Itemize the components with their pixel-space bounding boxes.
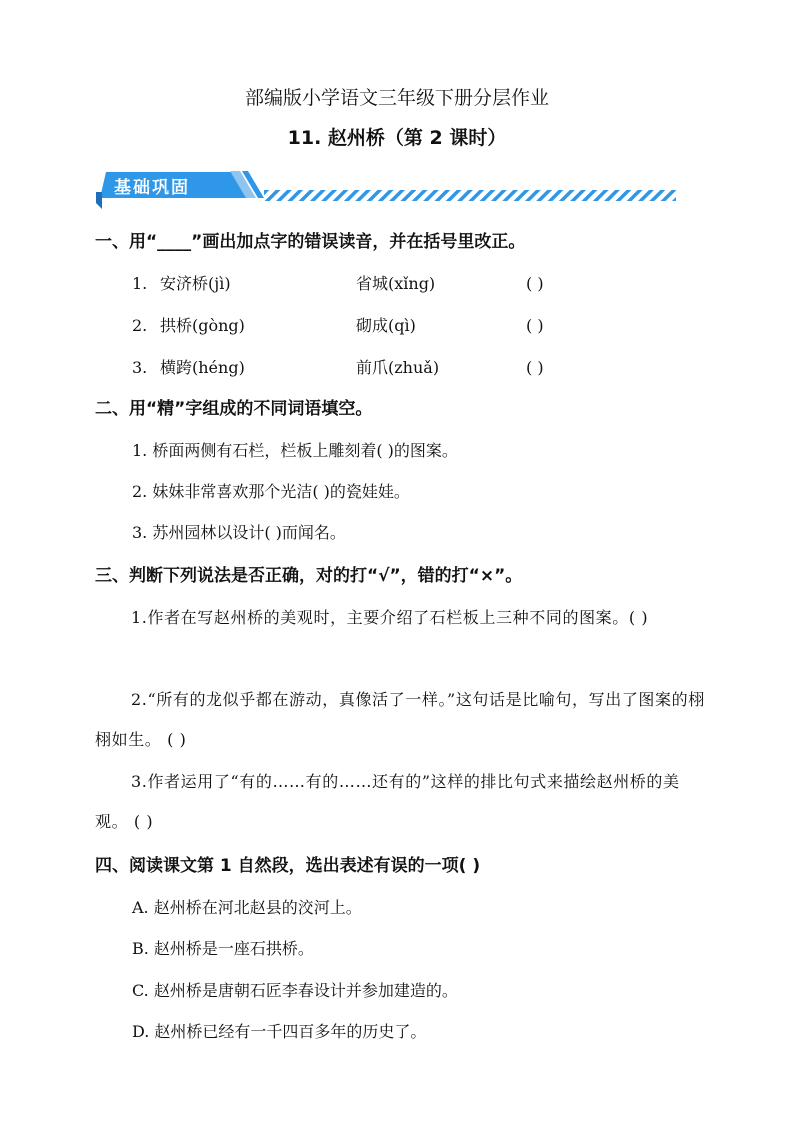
question-1-title: 一、用“____”画出加点字的错误读音，并在括号里改正。: [95, 232, 526, 252]
q1-row-1-answer-blank[interactable]: ( ): [526, 274, 544, 293]
q4-option-c[interactable]: C. 赵州桥是唐朝石匠李春设计并参加建造的。: [132, 981, 458, 1000]
q2-item-3[interactable]: 3. 苏州园林以设计( )而闻名。: [132, 523, 346, 542]
banner-stripes: [264, 190, 676, 201]
question-2-title: 二、用“精”字组成的不同词语填空。: [95, 399, 373, 419]
q2-item-1[interactable]: 1. 桥面两侧有石栏，栏板上雕刻着( )的图案。: [132, 441, 458, 460]
section-label: 基础巩固: [114, 178, 190, 198]
question-3-title: 三、判断下列说法是否正确，对的打“√”，错的打“×”。: [95, 566, 523, 586]
q4-option-b[interactable]: B. 赵州桥是一座石拱桥。: [132, 939, 314, 958]
lesson-title: 11. 赵州桥（第 2 课时）: [287, 127, 507, 149]
q1-row-1-word-b: 省城(xǐng): [356, 274, 436, 293]
q1-row-3-num: 3.: [132, 358, 148, 377]
page-title: 部编版小学语文三年级下册分层作业: [244, 87, 549, 109]
q1-row-1-word-a: 安济桥(jì): [160, 274, 231, 293]
q4-option-d[interactable]: D. 赵州桥已经有一千四百多年的历史了。: [132, 1022, 427, 1041]
question-4-title: 四、阅读课文第 1 自然段，选出表述有误的一项( ): [95, 856, 481, 876]
q1-row-2-word-a: 拱桥(gòng): [160, 316, 245, 335]
q4-option-a[interactable]: A. 赵州桥在河北赵县的洨河上。: [132, 898, 362, 917]
q3-item-3[interactable]: 3.作者运用了“有的……有的……还有的”这样的排比句式来描绘赵州桥的美观。 ( ): [95, 772, 680, 831]
q1-row-3-word-a: 横跨(héng): [160, 358, 245, 377]
q2-item-2[interactable]: 2. 妹妹非常喜欢那个光洁( )的瓷娃娃。: [132, 482, 410, 501]
banner-fold: [96, 192, 102, 209]
q1-row-2-answer-blank[interactable]: ( ): [526, 316, 544, 335]
q1-row-3-word-b: 前爪(zhuǎ): [356, 358, 440, 377]
q1-row-3-answer-blank[interactable]: ( ): [526, 358, 544, 377]
q1-row-2-word-b: 砌成(qì): [356, 316, 416, 335]
q1-row-1-num: 1.: [132, 274, 148, 293]
q3-item-2[interactable]: 2.“所有的龙似乎都在游动，真像活了一样。”这句话是比喻句，写出了图案的栩栩如生。 ( ): [95, 690, 705, 749]
q3-item-1[interactable]: 1.作者在写赵州桥的美观时，主要介绍了石栏板上三种不同的图案。( ): [131, 608, 649, 627]
q1-row-2-num: 2.: [132, 316, 148, 335]
